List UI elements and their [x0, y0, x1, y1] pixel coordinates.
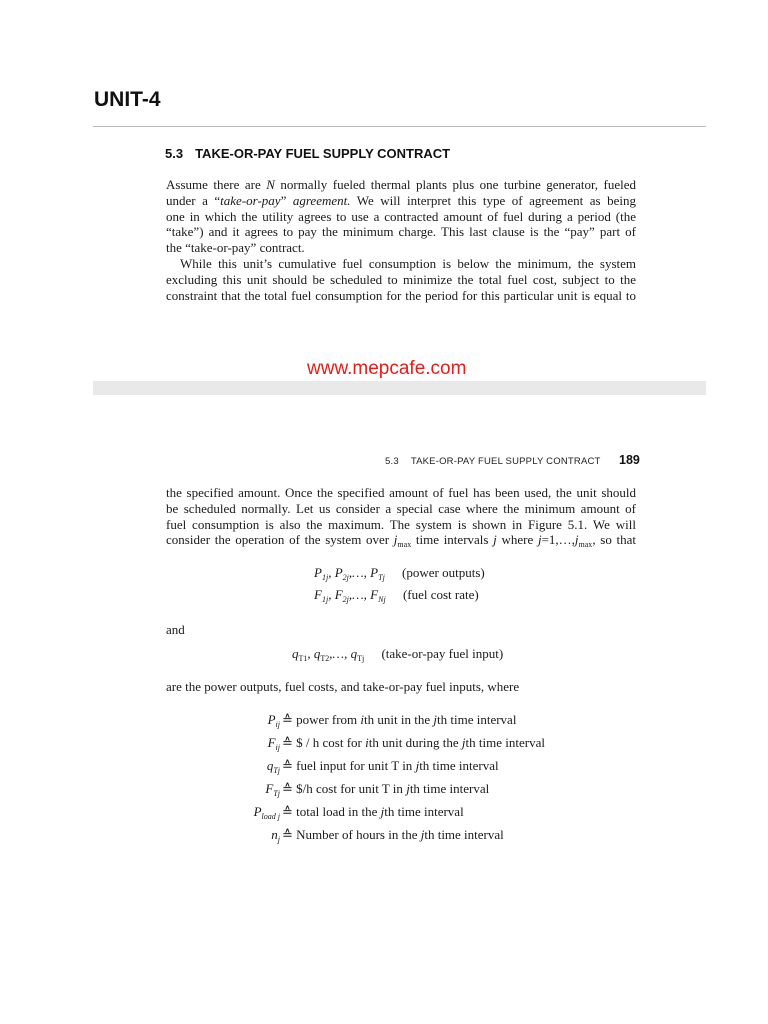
- equation-power-outputs: $P_{1j}$, $P_{2j},\dots$, $P_{Tj}$ (power outputs): [314, 565, 485, 582]
- text-line: fuel consumption is also the maximum. The system is shown in Figure 5.1. We will: [166, 516, 636, 532]
- page-separator-band: [93, 381, 706, 395]
- section-title: TAKE-OR-PAY FUEL SUPPLY CONTRACT: [195, 146, 451, 161]
- text-line: “take”) and it agrees to pay the minimum charge. This last clause is the “pay” part of: [166, 224, 636, 240]
- definition-symbol: $q_{Tj}$: [266, 758, 280, 775]
- text-line: Assume there are N normally fueled thermal plants plus one turbine generator, fueled: [166, 177, 636, 192]
- text-line: under a “take-or-pay” agreement. We will interpret this type of agreement as being: [166, 192, 636, 208]
- paragraph-cumulative: [166, 256, 636, 303]
- text-line: the specified amount. Once the specified amount of fuel has been used, the unit should: [166, 485, 636, 500]
- text-line: one in which the utility agrees to use a contracted amount of fuel during a period (the: [166, 208, 636, 224]
- text-line: be scheduled normally. Let us consider a special case where the minimum amount of: [166, 500, 636, 516]
- paragraph-intro: [166, 177, 636, 256]
- page-number: 189: [619, 453, 640, 467]
- text-line: constraint that the total fuel consumption for the period for this particular unit is equal to: [166, 287, 636, 303]
- running-head: 5.3 TAKE-OR-PAY FUEL SUPPLY CONTRACT: [385, 456, 601, 467]
- definition-text: ≙ Number of hours in the jth time interval: [282, 827, 504, 842]
- definition-text: ≙ $/h cost for unit T in jth time interval: [282, 781, 490, 796]
- definition-symbol: $F_{Tj}$: [265, 781, 280, 798]
- definition-text: ≙ fuel input for unit T in jth time interval: [282, 758, 499, 773]
- section-heading: [165, 146, 450, 161]
- unit-title: UNIT-4: [94, 88, 161, 111]
- equation-take-or-pay-input: $q_{T1}$, $q_{T2},\dots$, $q_{Tj}$ (take-or-pay fuel input): [292, 646, 504, 663]
- definition-symbol: $F_{ij}$: [267, 735, 280, 752]
- section-number: 5.3: [165, 146, 184, 161]
- header-rule: [93, 126, 706, 127]
- text-line: consider the operation of the system over $j_{max}$ time intervals j where $j=1,\dots,j_{max}$, so that: [166, 532, 637, 550]
- equation-fuel-cost-rate: $F_{1j}$, $F_{2j},\dots$, $F_{Nj}$ (fuel cost rate): [314, 587, 479, 604]
- definition-symbol: $n_j$: [271, 827, 280, 844]
- watermark-url: www.mepcafe.com: [307, 358, 467, 379]
- definition-symbol: $P_{ij}$: [267, 712, 280, 729]
- text-line: the “take-or-pay” contract.: [166, 240, 305, 256]
- definition-text: ≙ power from ith unit in the jth time interval: [282, 712, 517, 727]
- definition-symbol: $P_{load j}$: [253, 804, 280, 821]
- text-line: excluding this unit should be scheduled to minimize the total fuel cost, subject to the: [166, 271, 636, 287]
- text-line: While this unit’s cumulative fuel consumption is below the minimum, the system: [180, 256, 636, 271]
- definition-text: ≙ $ / h cost for ith unit during the jth time interval: [282, 735, 545, 750]
- definition-text: ≙ total load in the jth time interval: [282, 804, 464, 819]
- and-word: and: [166, 622, 185, 637]
- paragraph-specified-amount: [166, 485, 636, 548]
- summary-line: are the power outputs, fuel costs, and take-or-pay fuel inputs, where: [166, 679, 520, 694]
